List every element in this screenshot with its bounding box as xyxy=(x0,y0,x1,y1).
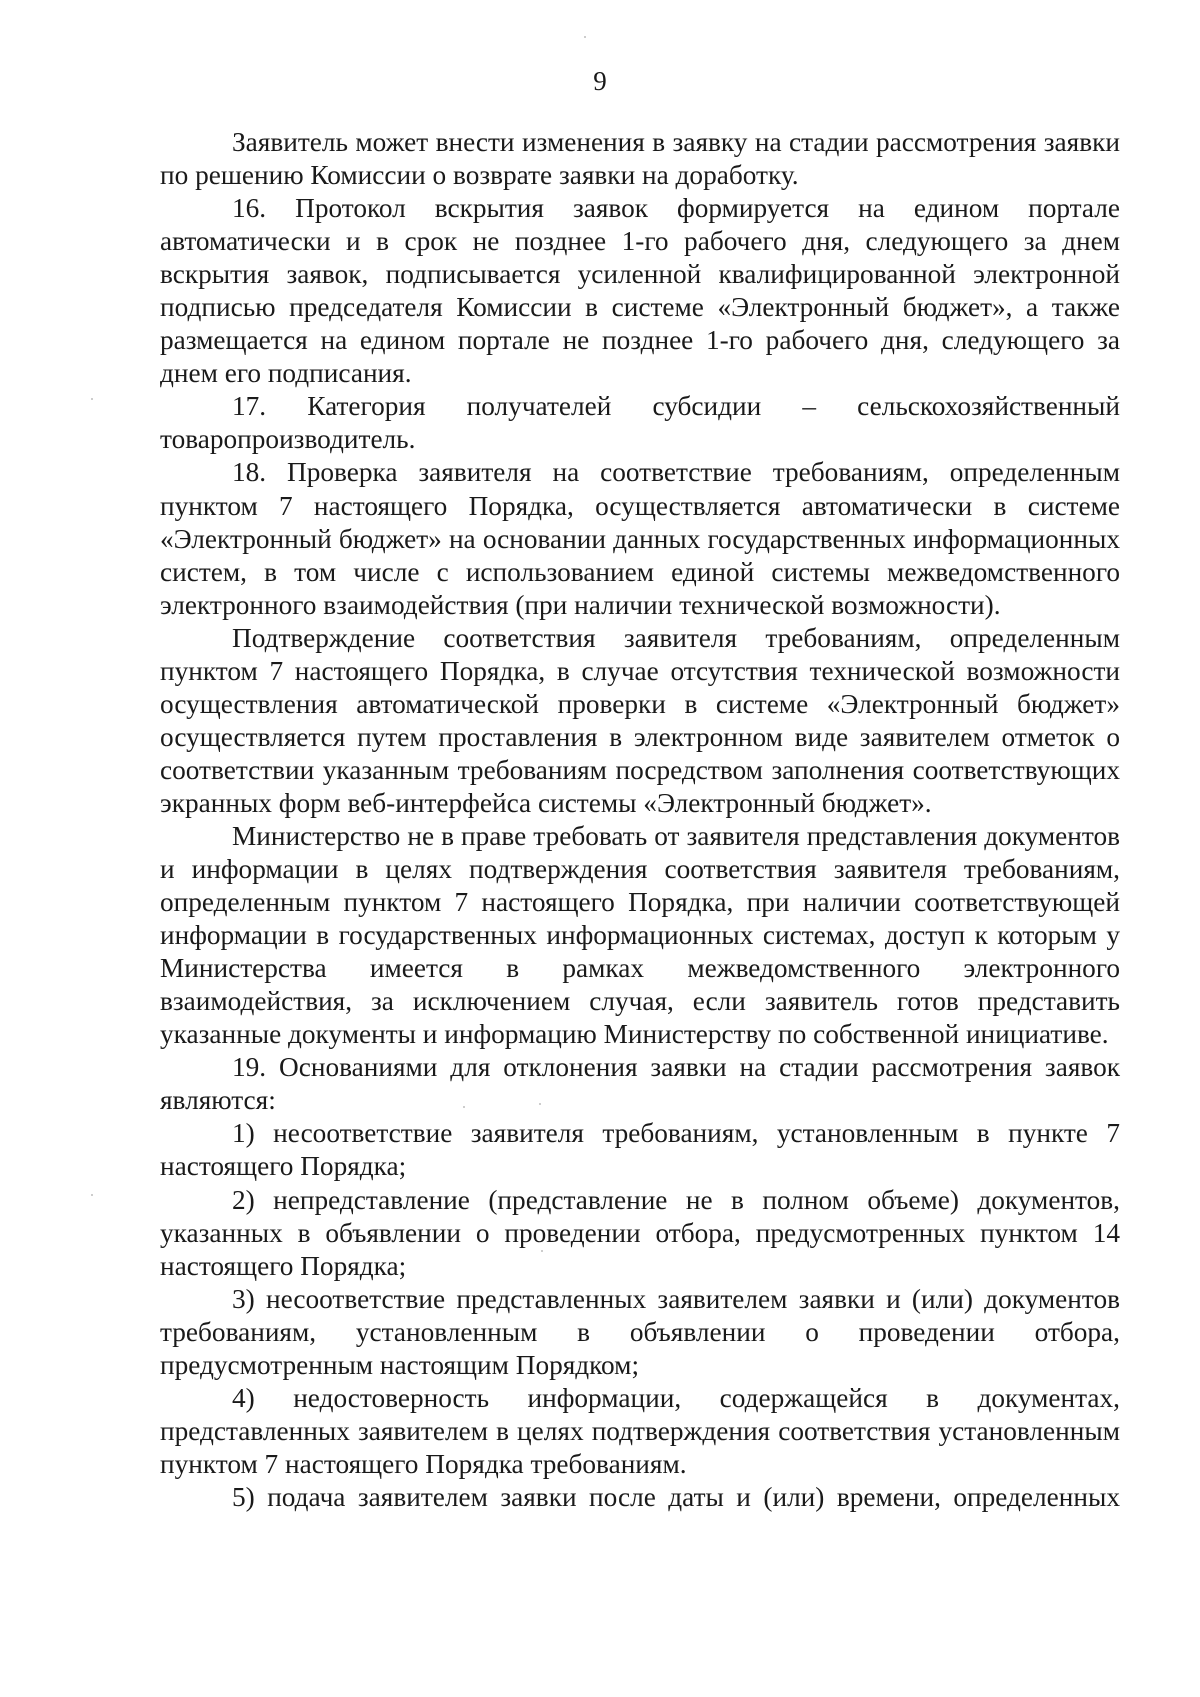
paragraph-confirmation: Подтверждение соответствия заявителя требованиям, определенным пунктом 7 настоящего Порядка, в случае отсутствия технической возможности осуществления автоматической проверки в системе «Электронный бюджет» осуществляется путем проставления в электронном виде заявителем отметок о соответствии указанным требованиям посредством заполнения соответствующих экранных форм веб-интерфейса системы «Электронный бюджет». xyxy=(160,622,1120,818)
list-item-1: 1) несоответствие заявителя требованиям, установленным в пункте 7 настоящего Порядка; xyxy=(160,1118,1120,1182)
scan-speck xyxy=(463,1106,465,1108)
scan-speck xyxy=(91,398,93,400)
scan-speck xyxy=(539,1103,541,1105)
scan-speck xyxy=(91,1194,93,1196)
scan-speck xyxy=(584,36,586,38)
list-item-2: 2) непредставление (представление не в полном объеме) документов, указанных в объявлении о проведении отбора, предусмотренных пунктом 14 настоящего Порядка; xyxy=(160,1184,1120,1281)
document-body xyxy=(160,126,1120,1514)
paragraph-ministry: Министерство не в праве требовать от заявителя представления документов и информации в целях подтверждения соответствия заявителя требованиям, определенным пунктом 7 настоящего Порядка, при наличии соответствующей информации в государственных информационных системах, доступ к которым у Министерства имеется в рамках межведомственного электронного взаимодействия, за исключением случая, если заявитель готов представить указанные документы и информацию Министерству по собственной инициативе. xyxy=(160,820,1120,1050)
list-item-5: 5) подача заявителем заявки после даты и (или) времени, определенных xyxy=(232,1481,1120,1512)
paragraph-17: 17. Категория получателей субсидии – сельскохозяйственный товаропроизводитель. xyxy=(160,391,1120,455)
scan-speck xyxy=(541,1250,543,1252)
list-item-3: 3) несоответствие представленных заявителем заявки и (или) документов требованиям, установленным в объявлении о проведении отбора, предусмотренным настоящим Порядком; xyxy=(160,1283,1120,1380)
paragraph-18: 18. Проверка заявителя на соответствие требованиям, определенным пунктом 7 настоящего Порядка, осуществляется автоматически в системе «Электронный бюджет» на основании данных государственных информационных систем, в том числе с использованием единой системы межведомственного электронного взаимодействия (при наличии технической возможности). xyxy=(160,457,1120,620)
list-item-4: 4) недостоверность информации, содержащейся в документах, представленных заявителем в целях подтверждения соответствия установленным пунктом 7 настоящего Порядка требованиям. xyxy=(160,1382,1120,1479)
page-number: 9 xyxy=(593,66,607,96)
paragraph-19: 19. Основаниями для отклонения заявки на стадии рассмотрения заявок являются: xyxy=(160,1052,1120,1116)
paragraph-amendment: Заявитель может внести изменения в заявку на стадии рассмотрения заявки по решению Комиссии о возврате заявки на доработку. xyxy=(160,127,1120,191)
paragraph-16: 16. Протокол вскрытия заявок формируется на едином портале автоматически и в срок не позднее 1-го рабочего дня, следующего за днем вскрытия заявок, подписывается усиленной квалифицированной электронной подписью председателя Комиссии в системе «Электронный бюджет», а также размещается на едином портале не позднее 1-го рабочего дня, следующего за днем его подписания. xyxy=(160,193,1120,389)
